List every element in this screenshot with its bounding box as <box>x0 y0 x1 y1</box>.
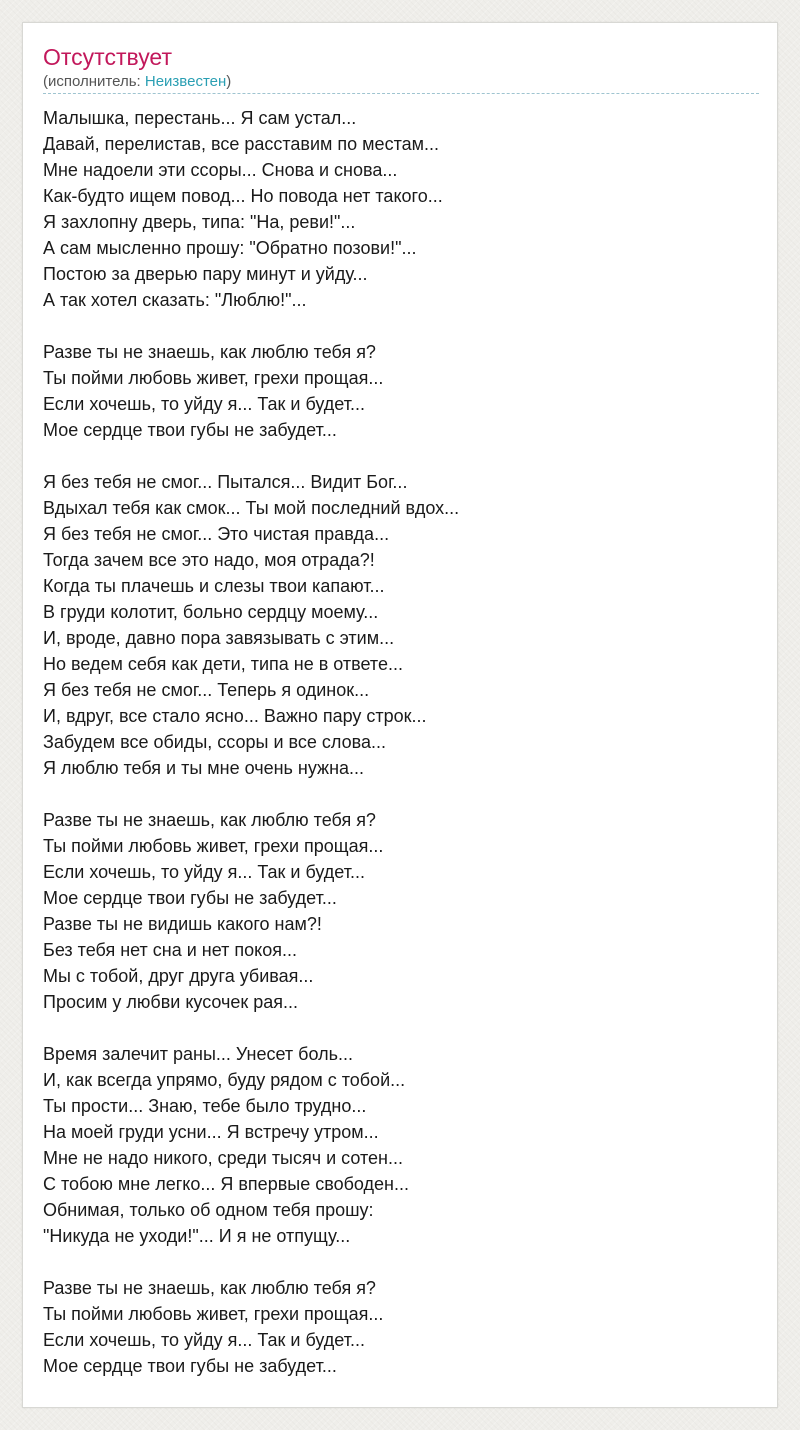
lyric-line: С тобою мне легко... Я впервые свободен... <box>43 1174 409 1194</box>
lyric-line: А так хотел сказать: "Люблю!"... <box>43 290 307 310</box>
lyric-line: Ты прости... Знаю, тебе было трудно... <box>43 1096 367 1116</box>
lyric-line: Мое сердце твои губы не забудет... <box>43 888 337 908</box>
lyric-line: Обнимая, только об одном тебя прошу: <box>43 1200 374 1220</box>
lyric-line: Я без тебя не смог... Это чистая правда... <box>43 524 390 544</box>
lyric-line: И, вроде, давно пора завязывать с этим... <box>43 628 395 648</box>
lyric-line: Малышка, перестань... Я сам устал... <box>43 108 357 128</box>
lyric-line: Постою за дверью пару минут и уйду... <box>43 264 368 284</box>
lyric-line: Если хочешь, то уйду я... Так и будет... <box>43 862 365 882</box>
lyric-line: Ты пойми любовь живет, грехи прощая... <box>43 1304 384 1324</box>
lyric-line: Разве ты не знаешь, как люблю тебя я? <box>43 1278 376 1298</box>
lyric-line: Разве ты не видишь какого нам?! <box>43 914 322 934</box>
artist-suffix: ) <box>226 73 232 90</box>
lyric-line: Но ведем себя как дети, типа не в ответе... <box>43 654 403 674</box>
artist-line <box>43 71 759 94</box>
lyric-line: Как-будто ищем повод... Но повода нет такого... <box>43 186 443 206</box>
lyrics-stanza <box>43 1041 759 1249</box>
lyric-line: Без тебя нет сна и нет покоя... <box>43 940 297 960</box>
lyric-line: Мы с тобой, друг друга убивая... <box>43 966 314 986</box>
lyric-line: Если хочешь, то уйду я... Так и будет... <box>43 1330 365 1350</box>
lyric-line: Тогда зачем все это надо, моя отрада?! <box>43 550 375 570</box>
lyric-line: И, вдруг, все стало ясно... Важно пару строк... <box>43 706 427 726</box>
lyric-line: Если хочешь, то уйду я... Так и будет... <box>43 394 365 414</box>
lyric-line: На моей груди усни... Я встречу утром... <box>43 1122 379 1142</box>
lyrics-body <box>43 105 759 1405</box>
lyric-line: Я без тебя не смог... Теперь я одинок... <box>43 680 370 700</box>
lyric-line: Ты пойми любовь живет, грехи прощая... <box>43 836 384 856</box>
song-title: Отсутствует <box>43 44 172 70</box>
lyrics-stanza <box>43 1275 759 1379</box>
artist-prefix: (исполнитель: <box>43 73 145 90</box>
lyric-line: А сам мысленно прошу: "Обратно позови!"... <box>43 238 417 258</box>
lyrics-stanza <box>43 105 759 313</box>
lyric-line: Когда ты плачешь и слезы твои капают... <box>43 576 385 596</box>
lyric-line: Давай, перелистав, все расставим по местам... <box>43 134 439 154</box>
lyric-line: Мое сердце твои губы не забудет... <box>43 1356 337 1376</box>
lyric-line: Я люблю тебя и ты мне очень нужна... <box>43 758 365 778</box>
lyric-line: И, как всегда упрямо, буду рядом с тобой... <box>43 1070 406 1090</box>
lyric-line: Вдыхал тебя как смок... Ты мой последний вдох... <box>43 498 460 518</box>
lyrics-stanza <box>43 807 759 1015</box>
lyric-line: Ты пойми любовь живет, грехи прощая... <box>43 368 384 388</box>
lyric-line: Я захлопну дверь, типа: "На, реви!"... <box>43 212 356 232</box>
lyric-line: Мне не надо никого, среди тысяч и сотен... <box>43 1148 403 1168</box>
lyric-line: Мне надоели эти ссоры... Снова и снова... <box>43 160 398 180</box>
lyric-line: Просим у любви кусочек рая... <box>43 992 299 1012</box>
lyric-line: В груди колотит, больно сердцу моему... <box>43 602 379 622</box>
lyrics-card <box>22 22 778 1408</box>
lyrics-stanza <box>43 469 759 781</box>
lyric-line: Мое сердце твои губы не забудет... <box>43 420 337 440</box>
lyric-line: Разве ты не знаешь, как люблю тебя я? <box>43 810 376 830</box>
lyric-line: Я без тебя не смог... Пытался... Видит Бог... <box>43 472 408 492</box>
lyric-line: Разве ты не знаешь, как люблю тебя я? <box>43 342 376 362</box>
artist-link[interactable]: Неизвестен <box>144 73 227 90</box>
lyric-line: Время залечит раны... Унесет боль... <box>43 1044 353 1064</box>
lyrics-stanza <box>43 339 759 443</box>
lyric-line: "Никуда не уходи!"... И я не отпущу... <box>43 1226 351 1246</box>
lyric-line: Забудем все обиды, ссоры и все слова... <box>43 732 386 752</box>
